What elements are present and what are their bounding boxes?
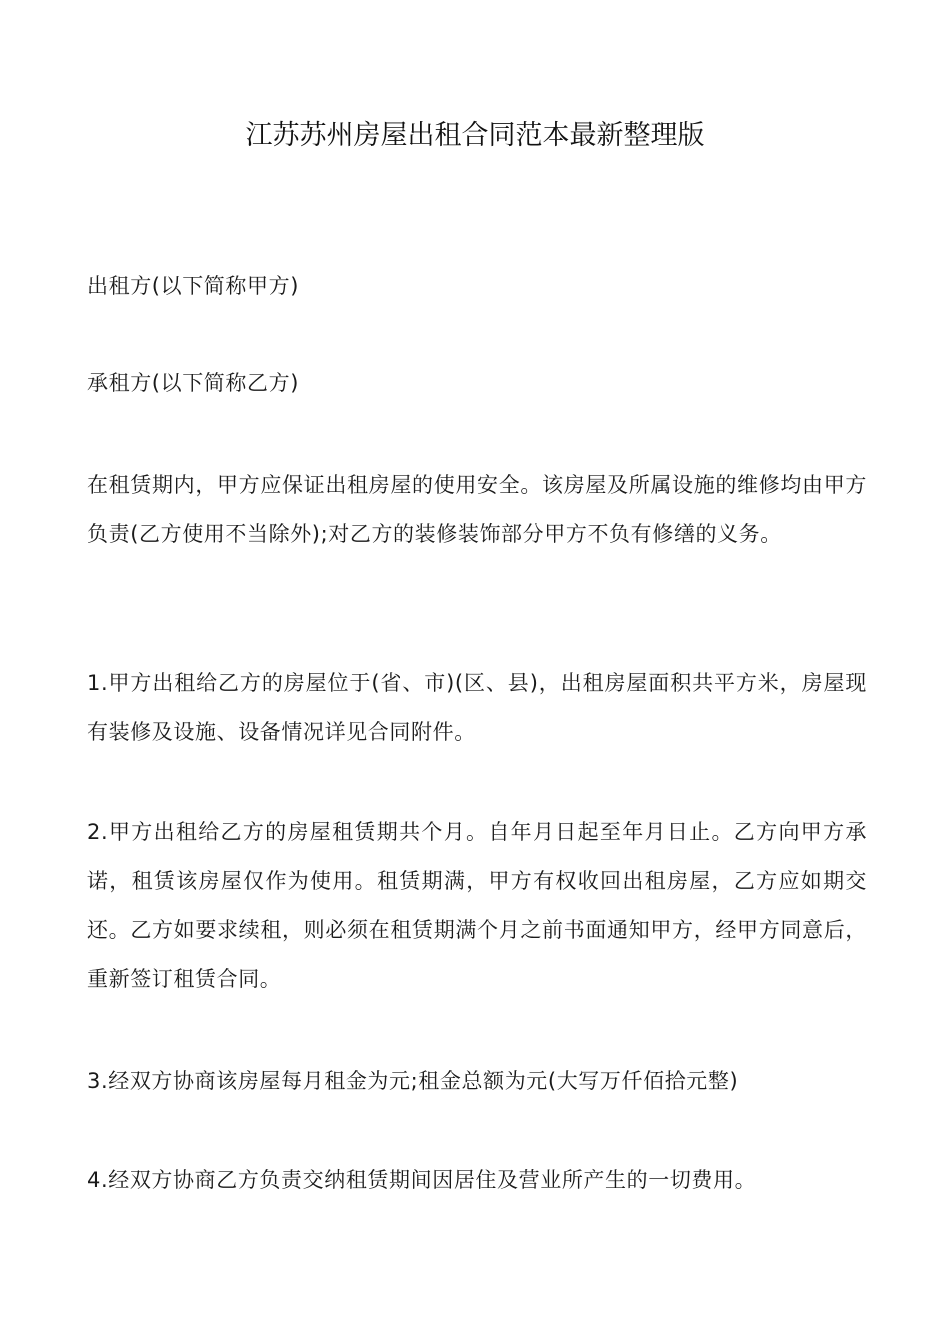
- paragraph-lessor: 出租方(以下简称甲方): [87, 274, 299, 298]
- paragraph-lessee: 承租方(以下简称乙方): [87, 371, 299, 395]
- paragraph-clause-1: 1.甲方出租给乙方的房屋位于(省、市)(区、县)，出租房屋面积共平方米，房屋现有装修及设施、设备情况详见合同附件。: [87, 671, 867, 744]
- document-title: 江苏苏州房屋出租合同范本最新整理版: [245, 120, 705, 151]
- paragraph-clause-2: 2.甲方出租给乙方的房屋租赁期共个月。自年月日起至年月日止。乙方向甲方承诺，租赁该房屋仅作为使用。租赁期满，甲方有权收回出租房屋，乙方应如期交还。乙方如要求续租，则必须在租赁期满个月之前书面通知甲方，经甲方同意后，重新签订租赁合同。: [87, 820, 867, 991]
- paragraph-maintenance: 在租赁期内，甲方应保证出租房屋的使用安全。该房屋及所属设施的维修均由甲方负责(乙方使用不当除外);对乙方的装修装饰部分甲方不负有修缮的义务。: [87, 473, 867, 546]
- paragraph-clause-3: 3.经双方协商该房屋每月租金为元;租金总额为元(大写万仟佰拾元整): [87, 1069, 739, 1093]
- paragraph-clause-4: 4.经双方协商乙方负责交纳租赁期间因居住及营业所产生的一切费用。: [87, 1168, 757, 1192]
